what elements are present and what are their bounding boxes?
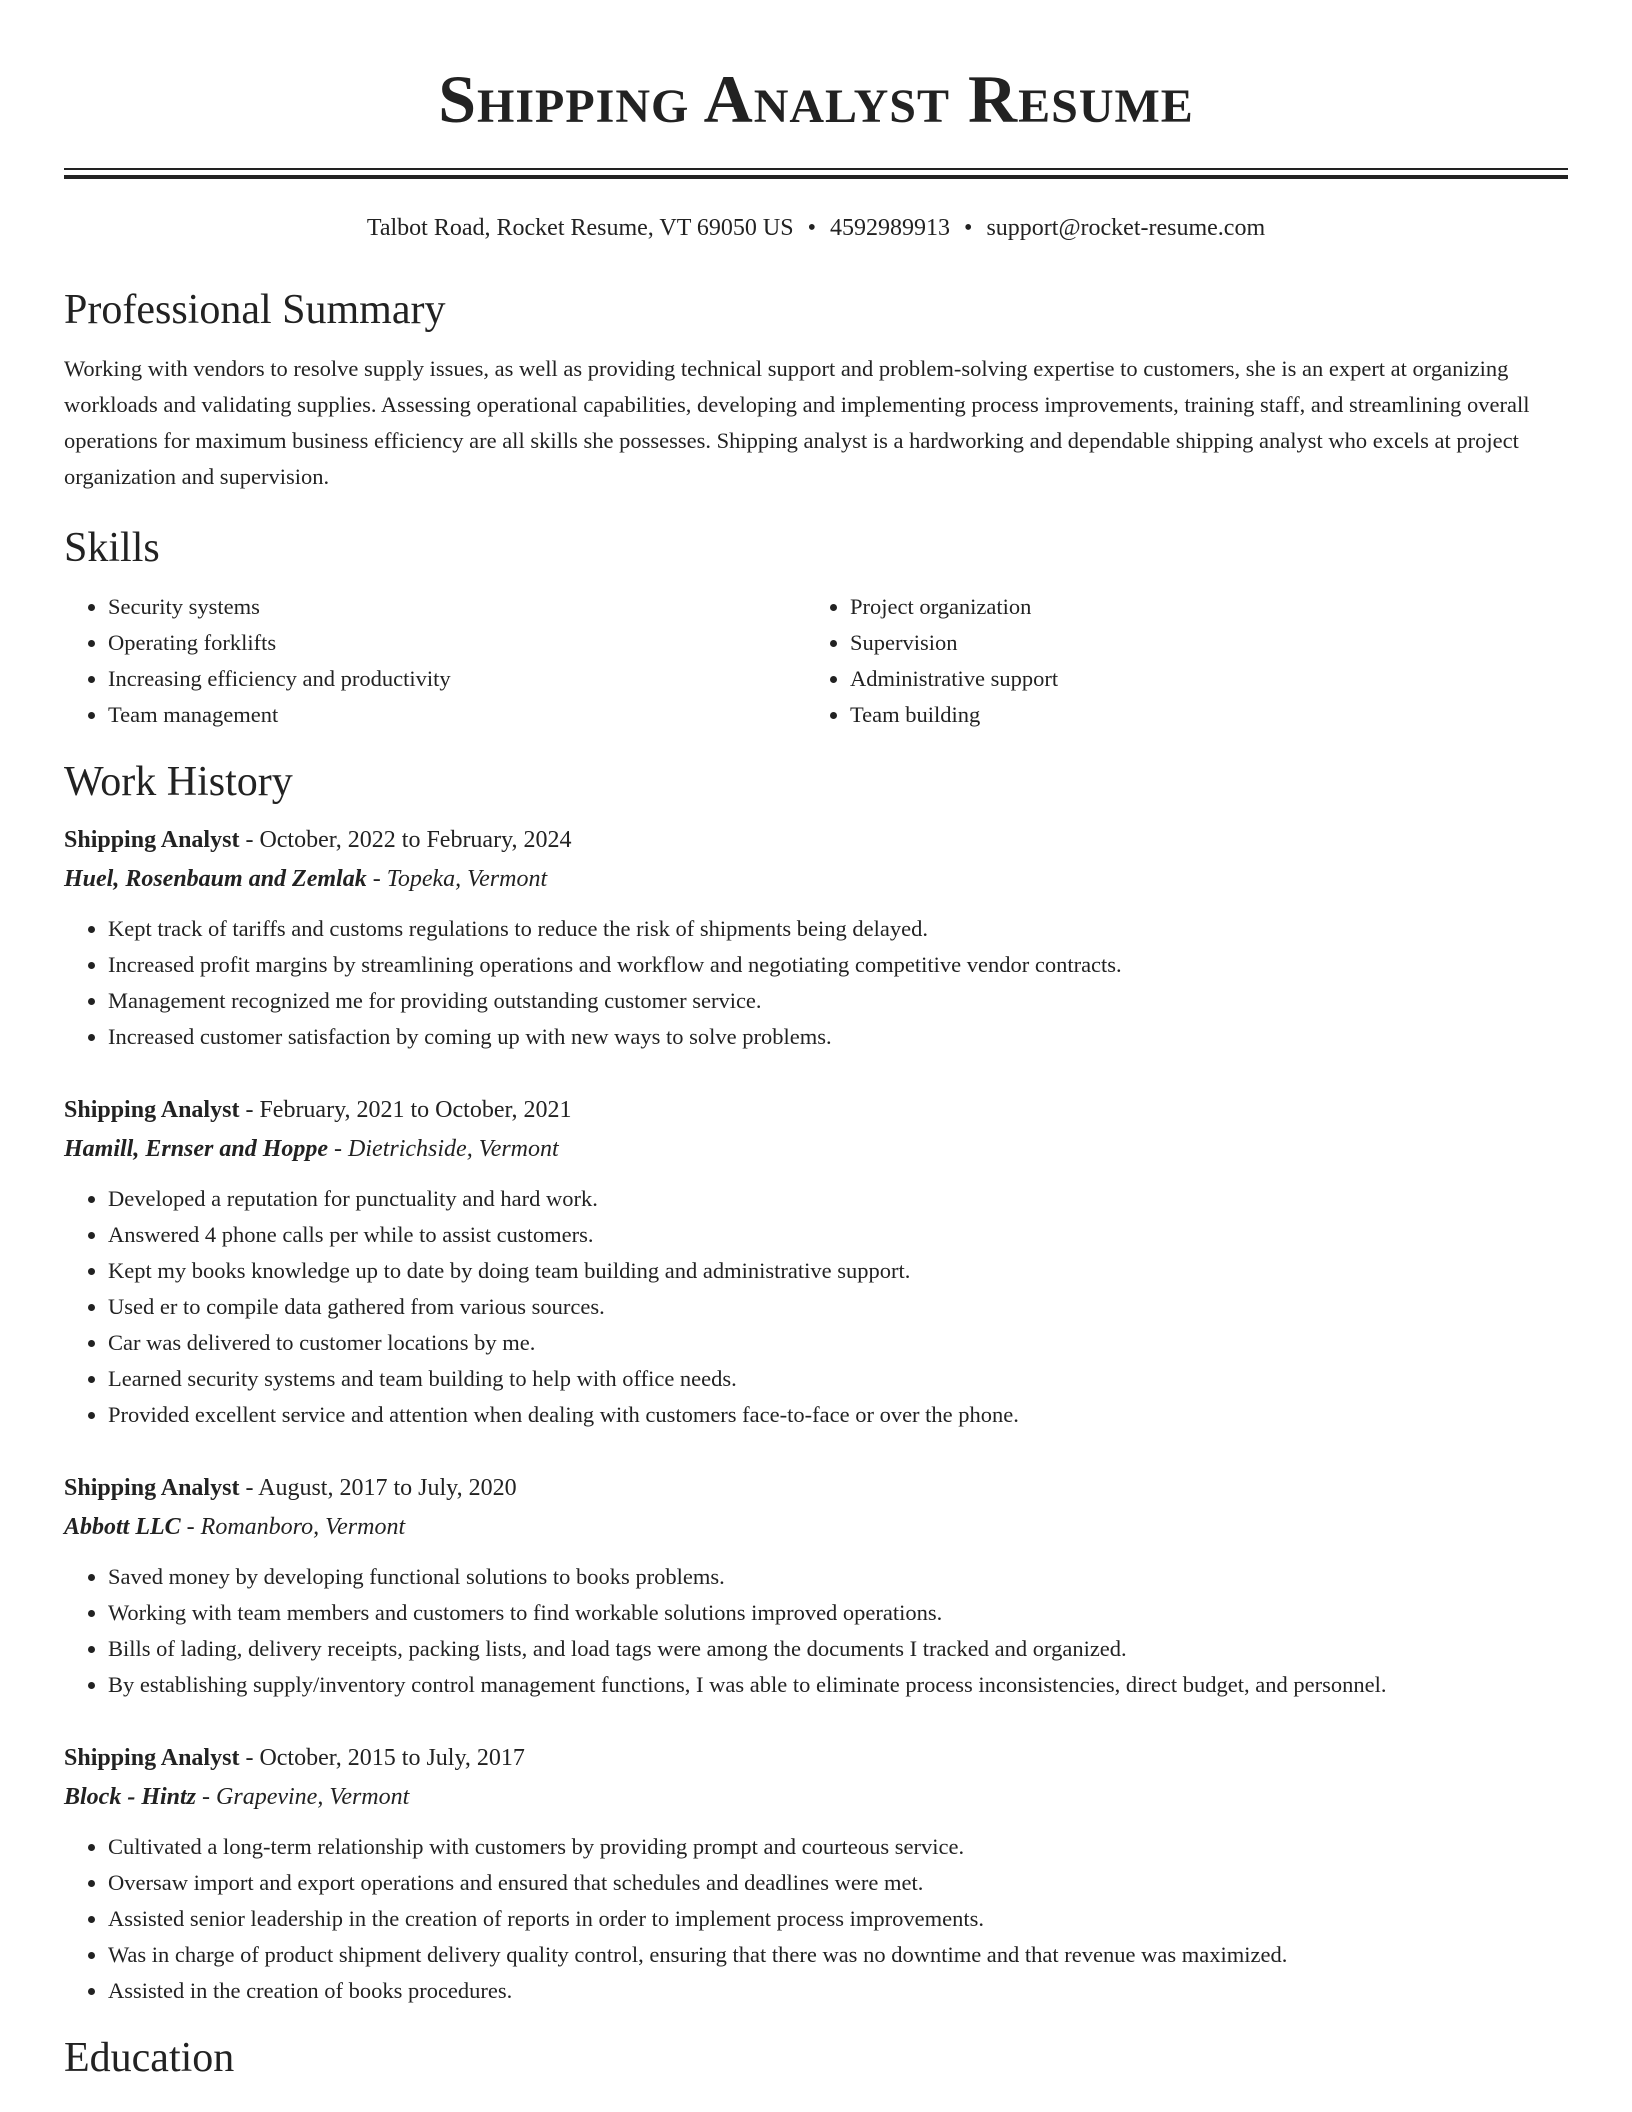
job-role: Shipping Analyst <box>64 1097 240 1123</box>
contact-phone: 4592989913 <box>830 215 951 241</box>
title-divider <box>64 168 1568 179</box>
skills-list <box>64 589 1568 733</box>
job-bullets <box>64 1559 1568 1703</box>
job-bullet: • Developed a reputation for punctuality and hard work. <box>108 1181 1568 1217</box>
job-header <box>64 1469 1568 1507</box>
job-bullet: • Kept track of tariffs and customs regulations to reduce the risk of shipments being delayed. <box>108 911 1568 947</box>
job-dash: - <box>239 1475 259 1501</box>
job-dates: August, 2017 to July, 2020 <box>258 1475 517 1501</box>
contact-separator: • <box>964 215 973 241</box>
skill-item: • Increasing efficiency and productivity <box>108 661 806 697</box>
job-location: Dietrichside, Vermont <box>348 1136 559 1162</box>
job-dates: October, 2015 to July, 2017 <box>259 1745 525 1771</box>
job-bullet: • Saved money by developing functional solutions to books problems. <box>108 1559 1568 1595</box>
skill-item: • Operating forklifts <box>108 625 806 661</box>
job-dash: - <box>328 1136 349 1162</box>
job-location: Romanboro, Vermont <box>200 1514 406 1540</box>
job-bullet: • Management recognized me for providing outstanding customer service. <box>108 983 1568 1019</box>
resume-page <box>64 0 1568 2083</box>
job-bullet: • Was in charge of product shipment delivery quality control, ensuring that there was no downtime and that revenue was maximized. <box>108 1937 1568 1973</box>
job-entry <box>64 821 1568 1055</box>
job-company: Hamill, Ernser and Hoppe <box>64 1136 329 1162</box>
skill-item: • Team building <box>850 697 1548 733</box>
skills-heading: Skills <box>64 525 160 571</box>
job-entry <box>64 1469 1568 1703</box>
job-dash: - <box>366 866 387 892</box>
job-dates: February, 2021 to October, 2021 <box>259 1097 572 1123</box>
job-bullets <box>64 1181 1568 1433</box>
work-history-heading: Work History <box>64 759 293 805</box>
job-bullet: • Used er to compile data gathered from various sources. <box>108 1289 1568 1325</box>
job-company: Block - Hintz <box>64 1784 197 1810</box>
job-bullets <box>64 911 1568 1055</box>
contact-separator: • <box>807 215 817 241</box>
job-role: Shipping Analyst <box>64 1745 240 1771</box>
contact-address: Talbot Road, Rocket Resume, VT 69050 US <box>366 215 794 241</box>
job-role: Shipping Analyst <box>64 827 240 853</box>
job-bullets <box>64 1829 1568 2009</box>
education-heading: Education <box>64 2035 235 2081</box>
job-entry <box>64 1091 1568 1433</box>
job-bullet: • Cultivated a long-term relationship with customers by providing prompt and courteous service. <box>108 1829 1568 1865</box>
skill-item: • Project organization <box>850 589 1548 625</box>
job-bullet: • Assisted in the creation of books procedures. <box>108 1973 1568 2009</box>
job-bullet: • Working with team members and customers to find workable solutions improved operations. <box>108 1595 1568 1631</box>
skills-column-right <box>806 589 1548 733</box>
resume-title: Shipping Analyst Resume <box>438 61 1194 137</box>
job-company: Abbott LLC <box>64 1514 181 1540</box>
job-bullet: • Kept my books knowledge up to date by doing team building and administrative support. <box>108 1253 1568 1289</box>
job-bullet: • Assisted senior leadership in the creation of reports in order to implement process improvements. <box>108 1901 1568 1937</box>
job-employer <box>64 859 1568 899</box>
summary-heading: Professional Summary <box>64 287 446 333</box>
job-bullet: • Answered 4 phone calls per while to assist customers. <box>108 1217 1568 1253</box>
job-bullet: • Car was delivered to customer locations by me. <box>108 1325 1568 1361</box>
skills-column-left <box>64 589 806 733</box>
job-header <box>64 1739 1568 1777</box>
job-bullet: • Learned security systems and team building to help with office needs. <box>108 1361 1568 1397</box>
job-header <box>64 821 1568 859</box>
job-role: Shipping Analyst <box>64 1475 240 1501</box>
job-dates: October, 2022 to February, 2024 <box>259 827 572 853</box>
contact-line <box>64 213 1568 243</box>
skill-item: • Supervision <box>850 625 1548 661</box>
job-dash: - <box>239 1097 260 1123</box>
job-employer <box>64 1777 1568 1817</box>
job-bullet: • Oversaw import and export operations and ensured that schedules and deadlines were met. <box>108 1865 1568 1901</box>
job-bullet: • Bills of lading, delivery receipts, packing lists, and load tags were among the documents I tracked and organized. <box>108 1631 1568 1667</box>
job-employer <box>64 1507 1568 1547</box>
job-location: Topeka, Vermont <box>386 866 548 892</box>
job-bullet: • Increased profit margins by streamlining operations and workflow and negotiating competitive vendor contracts. <box>108 947 1568 983</box>
job-header <box>64 1091 1568 1129</box>
summary-text: Working with vendors to resolve supply issues, as well as providing technical support and problem-solving expertise to customers, she is an expert at organizing workloads and validating supplies. Assessing operational capabilities, developing and implementing process improvements, training staff, and streamlining overall operations for maximum business efficiency are all skills she possesses. Shipping analyst is a hardworking and dependable shipping analyst who excels at project organization and supervision. <box>64 356 1530 489</box>
job-bullet: • By establishing supply/inventory control management functions, I was able to eliminate process inconsistencies, direct budget, and personnel. <box>108 1667 1568 1703</box>
contact-email: support@rocket-resume.com <box>986 215 1266 241</box>
skill-item: • Security systems <box>108 589 806 625</box>
job-employer <box>64 1129 1568 1169</box>
skill-item: • Team management <box>108 697 806 733</box>
job-dash: - <box>196 1784 217 1810</box>
job-dash: - <box>180 1514 201 1540</box>
job-entry <box>64 1739 1568 2009</box>
job-bullet: • Increased customer satisfaction by coming up with new ways to solve problems. <box>108 1019 1568 1055</box>
job-dash: - <box>239 827 260 853</box>
job-location: Grapevine, Vermont <box>216 1784 410 1810</box>
job-company: Huel, Rosenbaum and Zemlak <box>64 866 367 892</box>
job-dash: - <box>239 1745 260 1771</box>
job-bullet: • Provided excellent service and attention when dealing with customers face-to-face or over the phone. <box>108 1397 1568 1433</box>
skill-item: • Administrative support <box>850 661 1548 697</box>
